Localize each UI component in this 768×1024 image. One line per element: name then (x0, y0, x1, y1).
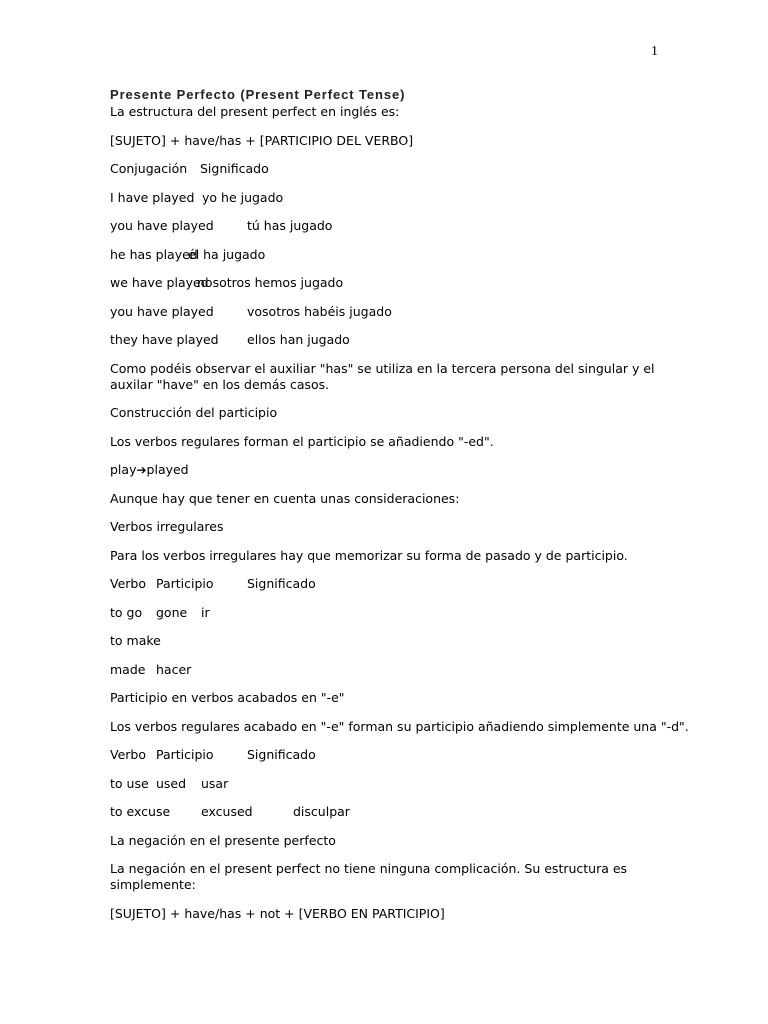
verb-col-label: Verbo (110, 576, 146, 591)
conjugation-col-label: Conjugación (110, 161, 188, 176)
example-line (110, 462, 670, 478)
participle-cell: used (156, 775, 187, 791)
participle-col-label: Participio (156, 747, 214, 762)
page-number: 1 (651, 44, 658, 59)
intro-text: La estructura del present perfect en inglés es: (110, 104, 400, 119)
english-form: they have played (110, 332, 219, 347)
spanish-meaning: él ha jugado (188, 246, 266, 262)
irregular-row-verb: to make (110, 633, 161, 648)
english-form: I have played (110, 189, 195, 205)
conjugation-row (110, 275, 670, 291)
spanish-meaning: ellos han jugado (247, 332, 350, 347)
irregular-rule: Para los verbos irregulares hay que memorizar su forma de pasado y de participio. (110, 547, 628, 563)
verb-cell: to excuse (110, 804, 171, 819)
e-row (110, 776, 670, 792)
conjugation-row (110, 247, 670, 263)
meaning-cell: disculpar (293, 804, 350, 819)
participle-heading: Construcción del participio (110, 405, 278, 420)
auxiliary-note: Como podéis observar el auxiliar "has" se utiliza en la tercera persona del singular y el auxilar "have" en los demás casos. (110, 360, 655, 392)
formula-affirmative: [SUJETO] + have/has + [PARTICIPIO DEL VERBO] (110, 132, 414, 148)
irregular-heading: Verbos irregulares (110, 519, 224, 534)
e-ending-rule: Los verbos regulares acabado en "-e" forman su participio añadiendo simplemente una "-d". (110, 718, 689, 734)
conjugation-row (110, 304, 670, 320)
english-form: you have played (110, 218, 214, 233)
e-table-header (110, 747, 670, 763)
irregular-row (110, 605, 670, 621)
participle-cell: made (110, 661, 146, 677)
negation-heading: La negación en el presente perfecto (110, 832, 336, 848)
e-row (110, 804, 670, 820)
negation-rule: La negación en el present perfect no tiene ninguna complicación. Su estructura es simplemente: (110, 861, 628, 892)
conjugation-row (110, 190, 670, 206)
formula-negative: [SUJETO] + have/has + not + [VERBO EN PARTICIPIO] (110, 905, 445, 921)
verb-cell: to go (110, 604, 143, 620)
participle-cell: excused (201, 804, 253, 819)
spanish-meaning: tú has jugado (247, 218, 333, 233)
verb-cell: to use (110, 775, 149, 791)
conjugation-header (110, 161, 670, 177)
participle-cell: gone (156, 604, 188, 620)
irregular-row-continuation (110, 662, 670, 678)
conjugation-row (110, 332, 670, 348)
document-body (110, 86, 689, 922)
conjugation-row (110, 218, 670, 234)
spanish-meaning: vosotros habéis jugado (247, 303, 392, 319)
regular-rule: Los verbos regulares forman el participio se añadiendo "-ed". (110, 433, 494, 449)
english-form: we have played (110, 275, 209, 290)
verb-col-label: Verbo (110, 747, 146, 762)
meaning-col-label: Significado (200, 161, 269, 176)
meaning-col-label: Significado (247, 747, 316, 762)
meaning-cell: ir (201, 604, 210, 620)
example-result: played (146, 462, 189, 477)
spanish-meaning: nosotros hemos jugado (197, 275, 344, 290)
english-form: you have played (110, 303, 214, 319)
english-form: he has played (110, 246, 198, 262)
e-ending-heading: Participio en verbos acabados en "-e" (110, 690, 345, 705)
spanish-meaning: yo he jugado (202, 189, 284, 205)
meaning-cell: usar (201, 775, 229, 791)
considerations-text: Aunque hay que tener en cuenta unas consideraciones: (110, 490, 460, 506)
arrow-right-icon: ➔ (136, 463, 147, 477)
irregular-table-header (110, 576, 670, 592)
document-title: Presente Perfecto (Present Perfect Tense) (110, 87, 406, 102)
example-base: play (110, 462, 137, 477)
participle-col-label: Participio (156, 576, 214, 591)
meaning-cell: hacer (156, 661, 192, 677)
meaning-col-label: Significado (247, 576, 316, 591)
